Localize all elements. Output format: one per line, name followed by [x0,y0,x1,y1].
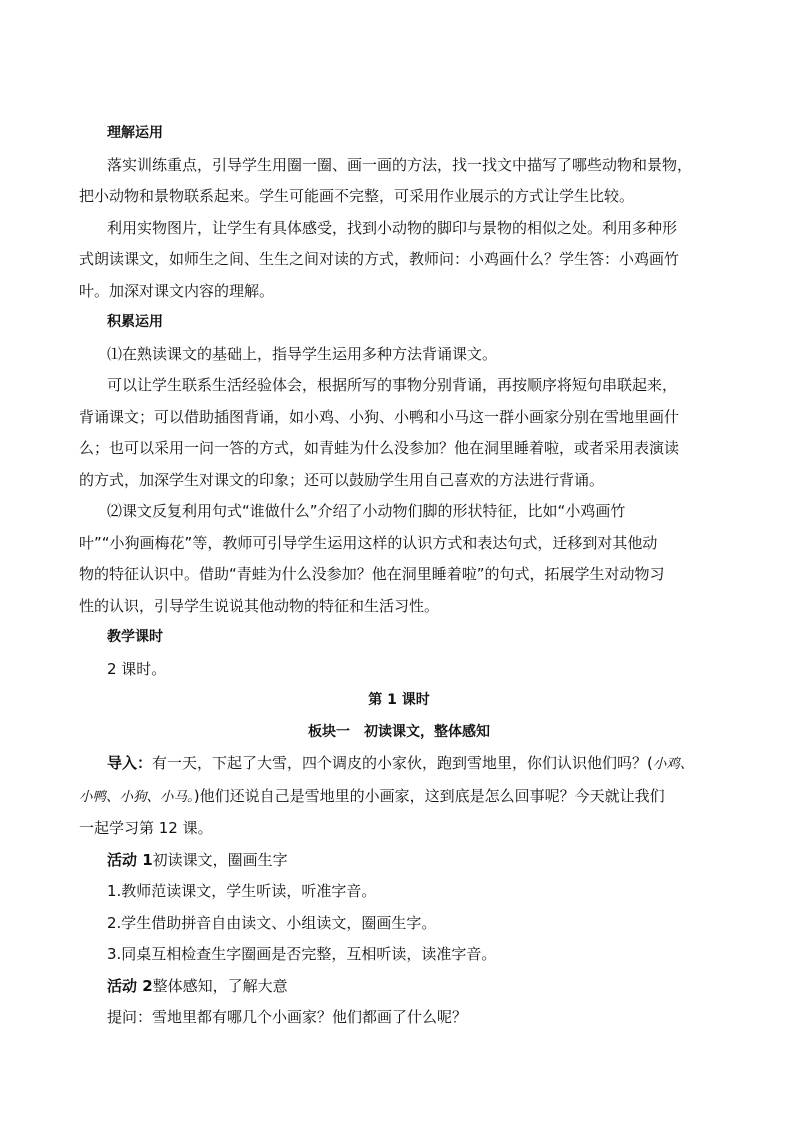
intro-label: 导入： [107,754,153,772]
paragraph-line: 么；也可以采用一问一答的方式，如青蛙为什么没参加？他在洞里睡着啦，或者采用表演读 [79,439,680,457]
paragraph-line: 式朗读课文，如师生之间、生生之间对读的方式，教师问：小鸡画什么？学生答：小鸡画竹 [79,250,680,268]
paragraph-line: 利用实物图片，让学生有具体感受，找到小动物的脚印与景物的相似之处。利用多种形 [107,218,678,237]
intro-line [79,781,719,814]
heading-jilei: 积累运用 [107,314,163,330]
paragraph-line: 落实训练重点，引导学生用圈一圈、画一画的方法，找一找文中描写了哪些动物和景物， [107,155,693,174]
intro-answer: 小鸭、小狗、小马。 [79,788,194,805]
paragraph-line: 2 课时。 [107,659,167,678]
intro-line [79,748,719,781]
intro-text: 有一天，下起了大雪，四个调皮的小家伙，跑到雪地里，你们认识他们吗？( [152,754,653,772]
intro-line: 一起学习第 12 课。 [79,819,213,837]
paragraph-line: ⑴在熟读课文的基础上，指导学生运用多种方法背诵课文。 [107,344,498,363]
paragraph-line: 背诵课文；可以借助插图背诵，如小鸡、小狗、小鸭和小马这一群小画家分别在雪地里画什 [79,407,680,426]
document-body [79,118,719,1034]
intro-answer: 小鸡、 [652,756,694,772]
activity-1-item: 1.教师范读课文，学生听读，听准字音。 [107,882,377,900]
activity-1-label: 活动 1 [107,850,153,869]
activity-2-title: 整体感知，了解大意 [152,976,288,995]
lesson-title: 第 1 课时 [368,692,430,708]
activity-1-item: 3.同桌互相检查生字圈画是否完整，互相听读，读准字音。 [107,945,497,963]
paragraph-line: 把小动物和景物联系起来。学生可能画不完整，可采用作业展示的方式让学生比较。 [79,187,635,205]
activity-2-heading [79,971,719,1003]
paragraph-line: 物的特征认识中。借助“青蛙为什么没参加？他在洞里睡着啦”的句式，拓展学生对动物习 [79,565,665,583]
activity-2-question: 提问：雪地里都有哪几个小画家？他们都画了什么呢？ [107,1008,468,1026]
paragraph-line: 性的认识，引导学生说说其他动物的特征和生活习性。 [79,596,440,615]
paragraph-line: 可以让学生联系生活经验体会，根据所写的事物分别背诵，再按顺序将短句串联起来， [107,376,678,394]
heading-keshi: 教学课时 [107,629,163,645]
section-title: 板块一 初读课文，整体感知 [308,723,490,740]
paragraph-line: ⑵课文反复利用句式“谁做什么”介绍了小动物们脚的形状特征，比如“小鸡画竹 [107,502,626,520]
paragraph-line: 的方式，加深学生对课文的印象；还可以鼓励学生用自己喜欢的方法进行背诵。 [79,470,605,489]
activity-1-title: 初读课文，圈画生字 [152,850,288,869]
heading-lijie: 理解运用 [107,125,163,141]
activity-1-item: 2.学生借助拼音自由读文、小组读文，圈画生字。 [107,913,437,932]
paragraph-line: 叶”“小狗画梅花”等，教师可引导学生运用这样的认识方式和表达句式，迁移到对其他动 [79,533,658,552]
intro-text: )他们还说自己是雪地里的小画家，这到底是怎么回事呢？今天就让我们 [193,786,665,805]
paragraph-line: 叶。加深对课文内容的理解。 [79,281,275,300]
activity-1-heading [79,845,719,877]
activity-2-label: 活动 2 [107,976,153,995]
